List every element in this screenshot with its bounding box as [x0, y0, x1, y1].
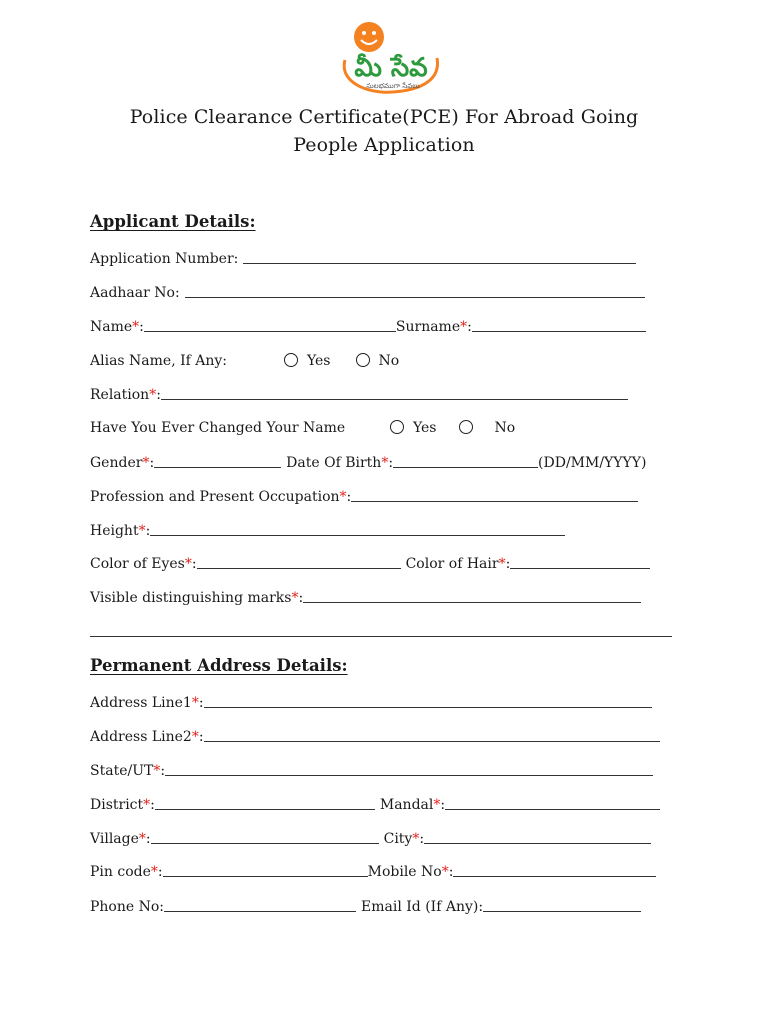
required-marker: * — [441, 864, 449, 880]
mandal-label: Mandal — [379, 797, 434, 813]
required-marker: * — [150, 864, 158, 880]
changed-name-yes-label: Yes — [413, 420, 437, 436]
application-number-label: Application Number: — [90, 251, 239, 267]
application-number-field[interactable] — [243, 249, 636, 264]
required-marker: * — [381, 455, 389, 471]
gender-dob-row: Gender * : Date Of Birth * : (DD/MM/YYYY) — [90, 455, 647, 471]
meeseva-logo — [337, 20, 445, 98]
phone-email-row — [90, 895, 641, 915]
alias-label: Alias Name, If Any: — [90, 353, 228, 369]
district-mandal-row: District * : Mandal * : — [90, 793, 660, 813]
eye-color-label: Color of Eyes — [90, 556, 185, 572]
required-marker: * — [412, 831, 420, 847]
address-line2-row: Address Line2 * : — [90, 725, 660, 745]
district-field[interactable] — [155, 795, 375, 810]
profession-field[interactable] — [351, 487, 638, 502]
relation-row: Relation * : — [90, 383, 628, 403]
alias-no-label: No — [378, 353, 400, 369]
aadhaar-row — [90, 281, 645, 301]
mobile-field[interactable] — [453, 862, 656, 877]
pin-mobile-row: Pin code * : Mobile No * : — [90, 860, 656, 880]
logo-brand-text: మీ సేవ — [354, 53, 428, 83]
address-line1-row: Address Line1 * : — [90, 691, 652, 711]
marks-row: Visible distinguishing marks * : — [90, 586, 641, 606]
alias-yes-radio[interactable] — [284, 353, 298, 367]
smiley-face-icon — [354, 22, 384, 52]
alias-yes-label: Yes — [307, 353, 331, 369]
address-line2-field[interactable] — [204, 727, 660, 742]
mandal-field[interactable] — [445, 795, 660, 810]
dob-format-hint: (DD/MM/YYYY) — [538, 455, 647, 471]
dob-label: Date Of Birth — [286, 455, 382, 471]
village-field[interactable] — [151, 829, 379, 844]
eye-hair-row: Color of Eyes * : Color of Hair * : — [90, 552, 650, 572]
required-marker: * — [498, 556, 506, 572]
height-field[interactable] — [150, 521, 565, 536]
required-marker: * — [460, 319, 468, 335]
required-marker: * — [291, 590, 299, 606]
height-label: Height — [90, 523, 139, 539]
required-marker: * — [191, 695, 199, 711]
marks-continuation-field[interactable] — [90, 622, 672, 637]
required-marker: * — [153, 763, 161, 779]
required-marker: * — [149, 387, 157, 403]
city-label: City — [383, 831, 413, 847]
applicant-details-heading: Applicant Details: — [90, 212, 256, 231]
required-marker: * — [138, 831, 146, 847]
eye-color-field[interactable] — [197, 554, 401, 569]
state-field[interactable] — [165, 761, 653, 776]
required-marker: * — [191, 729, 199, 745]
dob-field[interactable] — [393, 453, 538, 468]
form-title-line2: People Application — [293, 134, 475, 156]
city-field[interactable] — [424, 829, 651, 844]
required-marker: * — [143, 797, 151, 813]
changed-name-row — [90, 416, 515, 436]
email-label: Email Id (If Any): — [361, 899, 484, 915]
changed-name-label: Have You Ever Changed Your Name — [90, 420, 346, 436]
form-title-line1: Police Clearance Certificate(PCE) For Abroad Going — [129, 106, 639, 128]
address-line1-label: Address Line1 — [90, 695, 192, 711]
gender-field[interactable] — [154, 453, 281, 468]
mobile-label: Mobile No — [367, 864, 442, 880]
aadhaar-label: Aadhaar No: — [90, 285, 180, 301]
relation-field[interactable] — [161, 385, 628, 400]
name-row: Name * : Surname * : — [90, 315, 646, 335]
pin-label: Pin code — [90, 864, 151, 880]
required-marker: * — [184, 556, 192, 572]
state-label: State/UT — [90, 763, 154, 779]
district-label: District — [90, 797, 144, 813]
hair-color-label: Color of Hair — [405, 556, 499, 572]
surname-label: Surname — [395, 319, 461, 335]
required-marker: * — [433, 797, 441, 813]
changed-name-yes-radio[interactable] — [390, 420, 404, 434]
aadhaar-field[interactable] — [185, 283, 645, 298]
height-row: Height * : — [90, 519, 565, 539]
required-marker: * — [132, 319, 140, 335]
village-city-row: Village * : City * : — [90, 827, 651, 847]
required-marker: * — [138, 523, 146, 539]
name-label: Name — [90, 319, 133, 335]
name-field[interactable] — [144, 317, 396, 332]
application-number-row — [90, 247, 636, 267]
gender-label: Gender — [90, 455, 143, 471]
required-marker: * — [339, 489, 347, 505]
address-details-heading: Permanent Address Details: — [90, 656, 348, 675]
changed-name-no-radio[interactable] — [459, 420, 473, 434]
email-field[interactable] — [483, 897, 641, 912]
marks-continuation-row — [90, 620, 672, 640]
marks-label: Visible distinguishing marks — [90, 590, 292, 606]
profession-label: Profession and Present Occupation — [90, 489, 340, 505]
profession-row: Profession and Present Occupation * : — [90, 485, 638, 505]
village-label: Village — [90, 831, 139, 847]
pin-field[interactable] — [163, 862, 368, 877]
phone-label: Phone No: — [90, 899, 165, 915]
logo-tagline: సులభముగా సేవలు — [366, 82, 420, 90]
state-row: State/UT * : — [90, 759, 653, 779]
alias-no-radio[interactable] — [356, 353, 370, 367]
changed-name-no-label: No — [494, 420, 516, 436]
hair-color-field[interactable] — [510, 554, 650, 569]
phone-field[interactable] — [164, 897, 356, 912]
alias-row — [90, 349, 399, 369]
relation-label: Relation — [90, 387, 150, 403]
surname-field[interactable] — [472, 317, 646, 332]
required-marker: * — [142, 455, 150, 471]
marks-field[interactable] — [303, 588, 641, 603]
address-line2-label: Address Line2 — [90, 729, 192, 745]
address-line1-field[interactable] — [204, 693, 652, 708]
